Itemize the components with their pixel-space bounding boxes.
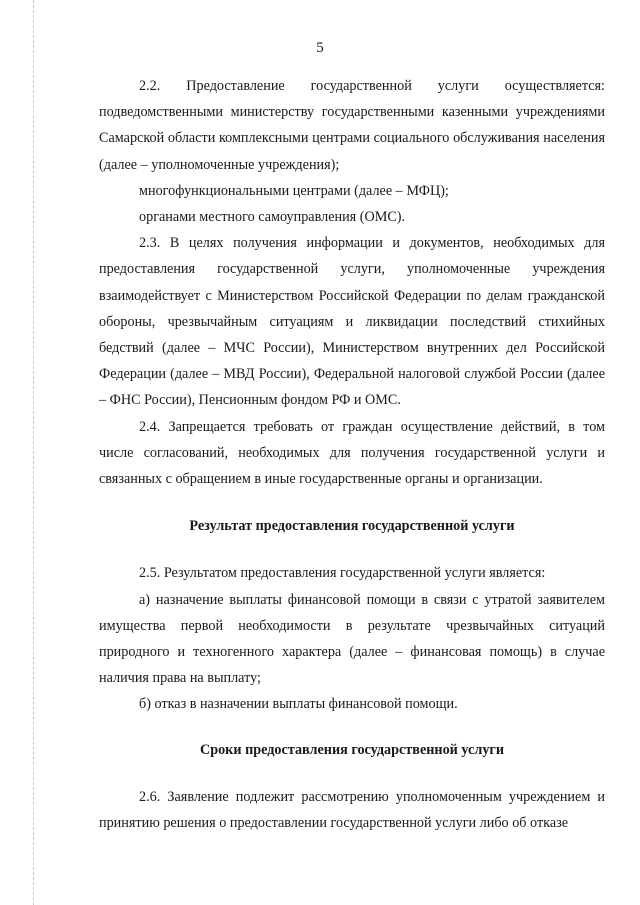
paragraph-2-5: 2.5. Результатом предоставления государственной услуги является:: [139, 565, 546, 582]
document-body: [99, 73, 605, 836]
paragraph-2-4: 2.4. Запрещается требовать от граждан осуществление действий, в том числе согласований, необходимых для получения государственной услуги и связанных с обращением в иные государственные органы и организации.: [99, 418, 605, 488]
section-heading-terms: Сроки предоставления государственной услуги: [199, 741, 505, 758]
paragraph-2-2: 2.2. Предоставление государственной услуги осуществляется: подведомственными министерству государственными казенными учреждениями Самарской области комплексными центрами социального обслуживания населения (далее – уполномоченные учреждения);: [99, 78, 605, 173]
section-heading-result: Результат предоставления государственной услуги: [189, 518, 515, 535]
paragraph-2-5-b: б) отказ в назначении выплаты финансовой помощи.: [139, 696, 458, 713]
paragraph-2-6: 2.6. Заявление подлежит рассмотрению уполномоченным учреждением и принятию решения о предоставлении государственной услуги либо об отказе: [99, 788, 605, 832]
page-number: 5: [316, 40, 324, 56]
paragraph-oms: органами местного самоуправления (ОМС).: [139, 209, 406, 226]
paragraph-mfc: многофункциональными центрами (далее – МФЦ);: [139, 182, 449, 199]
paragraph-2-5-a: а) назначение выплаты финансовой помощи в связи с утратой заявителем имущества первой необходимости в результате чрезвычайных ситуаций природного и техногенного характера (далее – финансовая помощь) в случае наличия права на выплату;: [99, 591, 605, 687]
binding-margin-line: [33, 0, 34, 905]
paragraph-2-3: 2.3. В целях получения информации и документов, необходимых для предоставления государственной услуги, уполномоченные учреждения взаимодействует с Министерством Российской Федерации по делам гражданской обороны, чрезвычайным ситуациям и ликвидации последствий стихийных бедствий (далее – МЧС России), Министерством внутренних дел Российской Федерации (далее – МВД России), Федеральной налоговой службой России (далее – ФНС России), Пенсионным фондом РФ и ОМС.: [99, 235, 605, 409]
